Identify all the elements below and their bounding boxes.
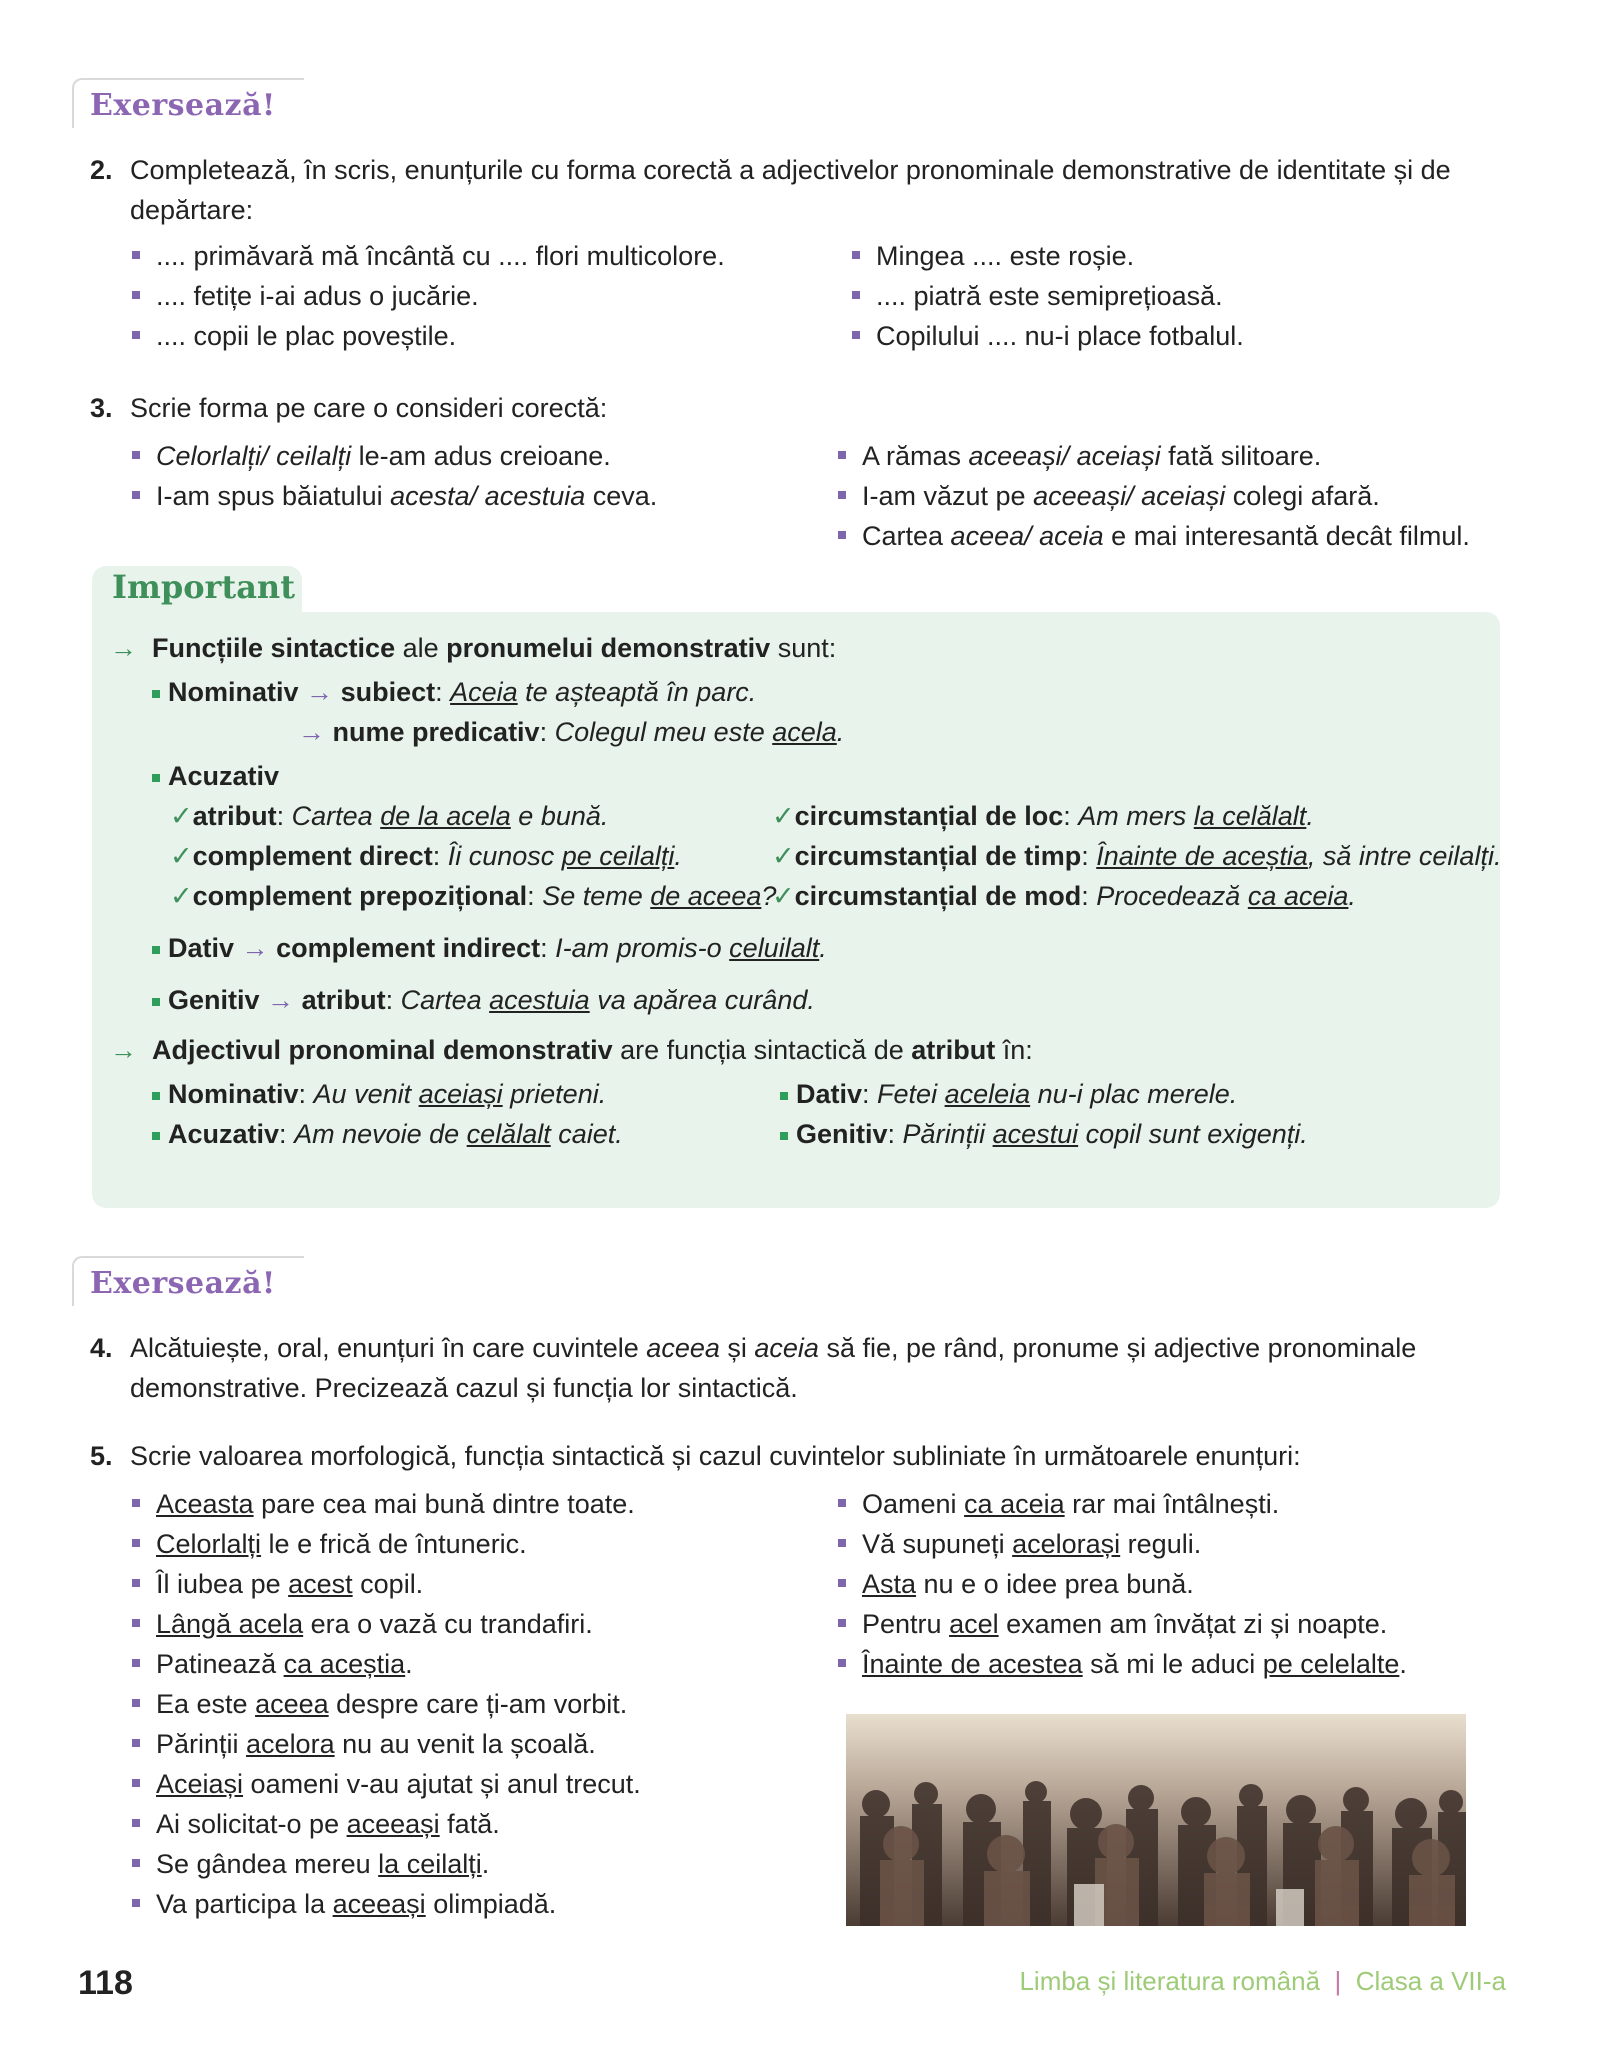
square-bullet-icon [152,690,160,698]
ex2-left-list [132,236,725,356]
nominativ-line: Nominativ → subiect: Aceia te așteaptă în parc. [152,672,756,712]
list-item: Ai solicitat-o pe aceeași fată. [132,1804,641,1844]
list-item: Mingea .... este roșie. [852,236,1244,276]
arrow-right-icon: → [110,633,137,663]
square-bullet-icon [152,774,160,782]
square-bullet-icon [780,1092,788,1100]
ex5-right-list [838,1484,1407,1684]
exercise-2 [90,150,1494,230]
arrow-icon: → [306,677,334,707]
arrow-icon: → [298,717,325,747]
acuz-cd: ✓complement direct: Îi cunosc pe ceilalți. [170,841,682,871]
ex5-left-list [132,1484,641,1924]
check-icon: ✓ [772,841,795,871]
adj-genitiv: Genitiv: Părinții acestui copil sunt exigenți. [780,1114,1308,1154]
square-bullet-icon [152,1092,160,1100]
acuzativ-heading: Acuzativ [152,756,279,796]
check-icon: ✓ [170,801,193,831]
exercise-number: 2. [90,155,113,185]
acuz-cm: ✓circumstanțial de mod: Procedează ca aceia. [772,881,1356,911]
exercise-3 [90,388,1494,428]
arrow-right-icon: → [110,1035,137,1065]
list-item: Cartea aceea/ aceia e mai interesantă decât filmul. [838,516,1470,556]
page-number: 118 [78,1964,133,2002]
adj-dativ: Dativ: Fetei aceleia nu-i plac merele. [780,1074,1237,1114]
list-item: Va participa la aceeași olimpiadă. [132,1884,641,1924]
exercise-prompt: Alcătuiește, oral, enunțuri în care cuvintele aceea și aceia să fie, pe rând, pronume și adjective pronominale demonstrative. Precizează cazul și funcția lor sintactică. [130,1333,1417,1403]
list-item: Celorlalți/ ceilalți le-am adus creioane. [132,436,657,476]
list-item: Copilului .... nu-i place fotbalul. [852,316,1244,356]
list-item: Celorlalți le e frică de întuneric. [132,1524,641,1564]
important-line-2: → Adjectivul pronominal demonstrativ are funcția sintactică de atribut în: [110,1035,1033,1065]
acuz-cl: ✓circumstanțial de loc: Am mers la celălalt. [772,801,1314,831]
arrow-icon: → [267,985,295,1015]
square-bullet-icon [152,946,160,954]
list-item: Oameni ca aceia rar mai întâlnești. [838,1484,1407,1524]
important-title: Important [112,568,295,606]
square-bullet-icon [152,998,160,1006]
list-item: .... primăvară mă încântă cu .... flori multicolore. [132,236,725,276]
list-item: Aceiași oameni v-au ajutat și anul trecut. [132,1764,641,1804]
list-item: Se gândea mereu la ceilalți. [132,1844,641,1884]
check-icon: ✓ [170,841,193,871]
list-item: Înainte de acestea să mi le aduci pe celelalte. [838,1644,1407,1684]
list-item: .... piatră este semiprețioasă. [852,276,1244,316]
list-item: I-am văzut pe aceeași/ aceiași colegi afară. [838,476,1470,516]
exercise-prompt: Completează, în scris, enunțurile cu forma corectă a adjectivelor pronominale demonstrative de identitate și de depărtare: [130,155,1451,225]
exercise-number: 4. [90,1333,113,1363]
exercise-5 [90,1436,1494,1476]
list-item: Părinții acelora nu au venit la școală. [132,1724,641,1764]
exercise-prompt: Scrie valoarea morfologică, funcția sintactică și cazul cuvintelor subliniate în următoarele enunțuri: [130,1441,1301,1471]
ex2-right-list [852,236,1244,356]
acuz-atribut: ✓atribut: Cartea de la acela e bună. [170,801,609,831]
list-item: .... copii le plac poveștile. [132,316,725,356]
exercise-4 [90,1328,1494,1408]
genitiv-line: Genitiv → atribut: Cartea acestuia va apărea curând. [152,980,815,1020]
nominativ-line-2: → nume predicativ: Colegul meu este acela. [298,717,845,747]
important-line-1: → Funcțiile sintactice ale pronumelui demonstrativ sunt: [110,633,837,663]
list-item: Ea este aceea despre care ți-am vorbit. [132,1684,641,1724]
list-item: Lângă acela era o vază cu trandafiri. [132,1604,641,1644]
section-title-2: Exersează! [90,1266,276,1301]
list-item: A rămas aceeași/ aceiași fată silitoare. [838,436,1470,476]
dativ-line: Dativ → complement indirect: I-am promis-o celuilalt. [152,928,827,968]
check-icon: ✓ [170,881,193,911]
list-item: Vă supuneți acelorași reguli. [838,1524,1407,1564]
ex3-left-list [132,436,657,516]
list-item: I-am spus băiatului acesta/ acestuia ceva. [132,476,657,516]
list-item: Îl iubea pe acest copil. [132,1564,641,1604]
adj-acuzativ: Acuzativ: Am nevoie de celălalt caiet. [152,1114,623,1154]
exercise-number: 3. [90,393,113,423]
section-title-1: Exersează! [90,88,276,123]
crowd-photo [846,1714,1466,1926]
acuz-ct: ✓circumstanțial de timp: Înainte de aceștia, să intre ceilalți. [772,841,1502,871]
adj-nominativ: Nominativ: Au venit aceiași prieteni. [152,1074,606,1114]
check-icon: ✓ [772,881,795,911]
exercise-number: 5. [90,1441,113,1471]
list-item: .... fetițe i-ai adus o jucărie. [132,276,725,316]
square-bullet-icon [152,1132,160,1140]
square-bullet-icon [780,1132,788,1140]
exercise-prompt: Scrie forma pe care o consideri corectă: [130,393,608,423]
list-item: Aceasta pare cea mai bună dintre toate. [132,1484,641,1524]
list-item: Pentru acel examen am învățat zi și noapte. [838,1604,1407,1644]
check-icon: ✓ [772,801,795,831]
ex3-right-list [838,436,1470,556]
acuz-cp: ✓complement prepozițional: Se teme de aceea? [170,881,777,911]
arrow-icon: → [241,933,269,963]
footer-book-title: Limba și literatura română | Clasa a VII-a [1019,1966,1506,1996]
list-item: Asta nu e o idee prea bună. [838,1564,1407,1604]
list-item: Patinează ca aceștia. [132,1644,641,1684]
